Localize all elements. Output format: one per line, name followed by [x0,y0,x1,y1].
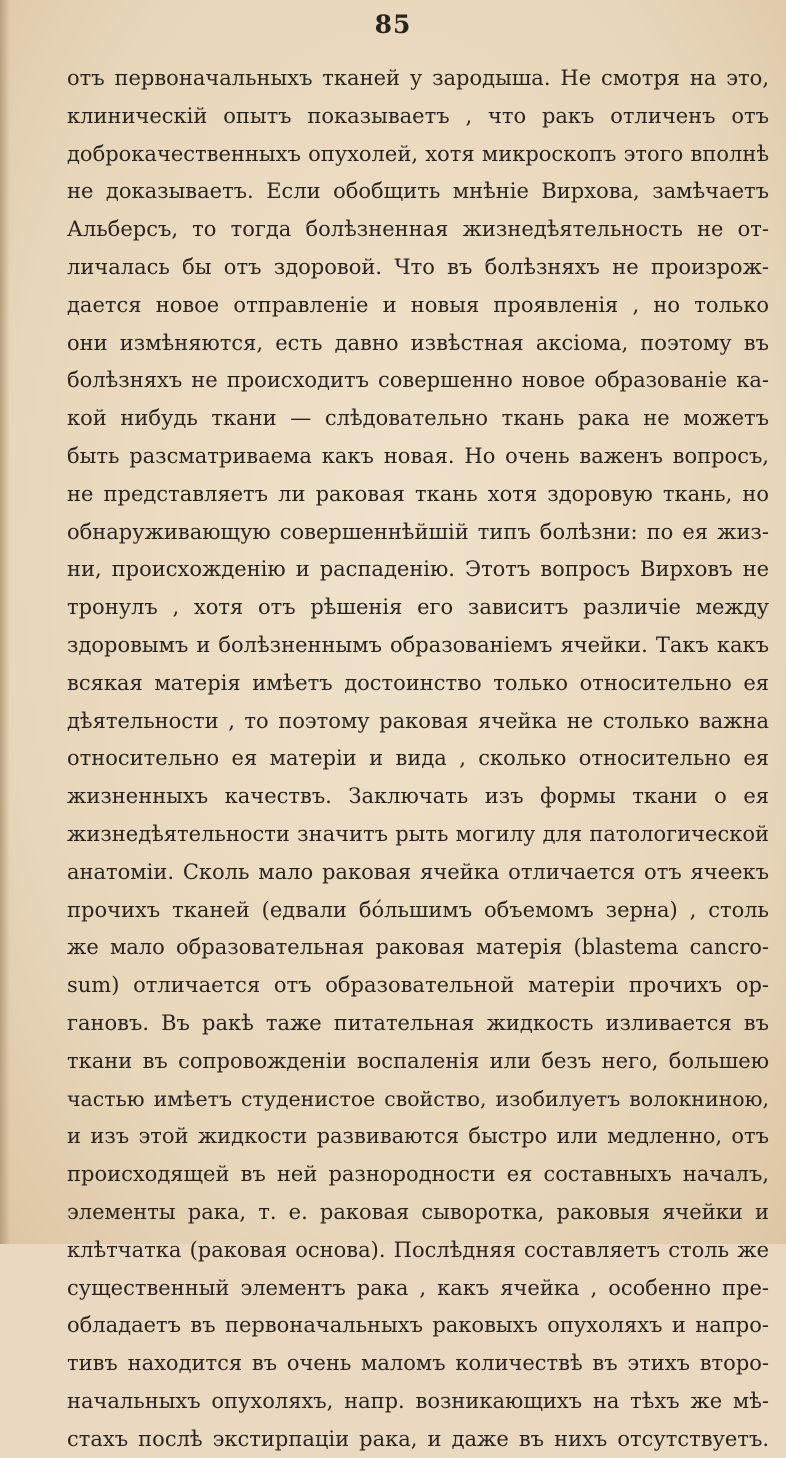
text-line: здоровымъ и болѣзненнымъ образованіемъ ячейки. Такъ какъ [67,632,769,657]
text-line: болѣзняхъ не происходитъ совершенно новое образованіе ка- [67,368,769,393]
text-line: Альберсъ, то тогда болѣзненная жизнедѣятельность не от- [67,217,769,242]
text-line: существенный элементъ рака , какъ ячейка , особенно пре- [67,1275,769,1300]
text-line: sum) отличается отъ образовательной матеріи прочихъ ор- [67,973,769,998]
text-line: частью имѣетъ студенистое свойство, изобилуетъ волокниною, [67,1086,769,1111]
text-line: тивъ находится въ очень маломъ количествѣ въ этихъ второ- [67,1351,769,1376]
text-line: не представляетъ ли раковая ткань хотя здоровую ткань, но [67,481,769,506]
text-line: же мало образовательная раковая матерія (blastema cancro- [67,935,769,960]
text-line: не доказываетъ. Если обобщить мнѣніе Вирхова, замѣчаетъ [67,179,769,204]
text-line: происходящей въ ней разнородности ея составныхъ началъ, [67,1162,769,1187]
text-line: стахъ послѣ экстирпаціи рака, и даже въ нихъ отсутствуетъ. [67,1426,769,1451]
text-line: обладаетъ въ первоначальныхъ раковыхъ опухоляхъ и напро- [67,1313,769,1338]
text-line: обнаруживающую совершеннѣйшій типъ болѣзни: по ея жиз- [67,519,769,544]
page-gutter-shadow [0,0,10,1244]
text-line: личалась бы отъ здоровой. Что въ болѣзняхъ не произрож- [67,254,769,279]
text-line: прочихъ тканей (едвали бо́льшимъ объемомъ зерна) , столь [67,897,769,922]
text-line: доброкачественныхъ опухолей, хотя микроскопъ этого вполнѣ [67,141,769,166]
body-text [67,60,769,1458]
text-line: клѣтчатка (раковая основа). Послѣдняя составляетъ столь же [67,1237,769,1262]
text-line: гановъ. Въ ракѣ таже питательная жидкость изливается въ [67,1010,769,1035]
text-line: анатоміи. Сколь мало раковая ячейка отличается отъ ячеекъ [67,859,769,884]
text-line: дѣятельности , то поэтому раковая ячейка не столько важна [67,708,769,733]
text-line: ни, происхожденію и распаденію. Этотъ вопросъ Вирховъ не [67,557,769,582]
text-line: элементы рака, т. е. раковая сыворотка, раковыя ячейки и [67,1199,769,1224]
text-line: они измѣняются, есть давно извѣстная аксіома, поэтому въ [67,330,769,355]
page-number: 85 [374,10,412,39]
text-line: и изъ этой жидкости развиваются быстро или медленно, отъ [67,1124,769,1149]
text-line: жизненныхъ качествъ. Заключать изъ формы ткани о ея [67,784,769,809]
text-line: кой нибудь ткани — слѣдовательно ткань рака не можетъ [67,406,769,431]
text-line: начальныхъ опухоляхъ, напр. возникающихъ на тѣхъ же мѣ- [67,1388,769,1413]
text-line: быть разсматриваема какъ новая. Но очень важенъ вопросъ, [67,443,769,468]
text-line: тронулъ , хотя отъ рѣшенія его зависитъ различіе между [67,595,769,620]
text-line: дается новое отправленіе и новыя проявленія , но только [67,292,769,317]
text-line: клиническій опытъ показываетъ , что ракъ отличенъ отъ [67,103,769,128]
text-line: относительно ея матеріи и вида , сколько относительно ея [67,746,769,771]
text-line: отъ первоначальныхъ тканей у зародыша. Не смотря на это, [67,66,769,90]
text-line: жизнедѣятельности значитъ рыть могилу для патологической [67,821,769,846]
text-line: ткани въ сопровожденіи воспаленія или безъ него, большею [67,1048,769,1073]
text-line: всякая матерія имѣетъ достоинство только относительно ея [67,670,769,695]
